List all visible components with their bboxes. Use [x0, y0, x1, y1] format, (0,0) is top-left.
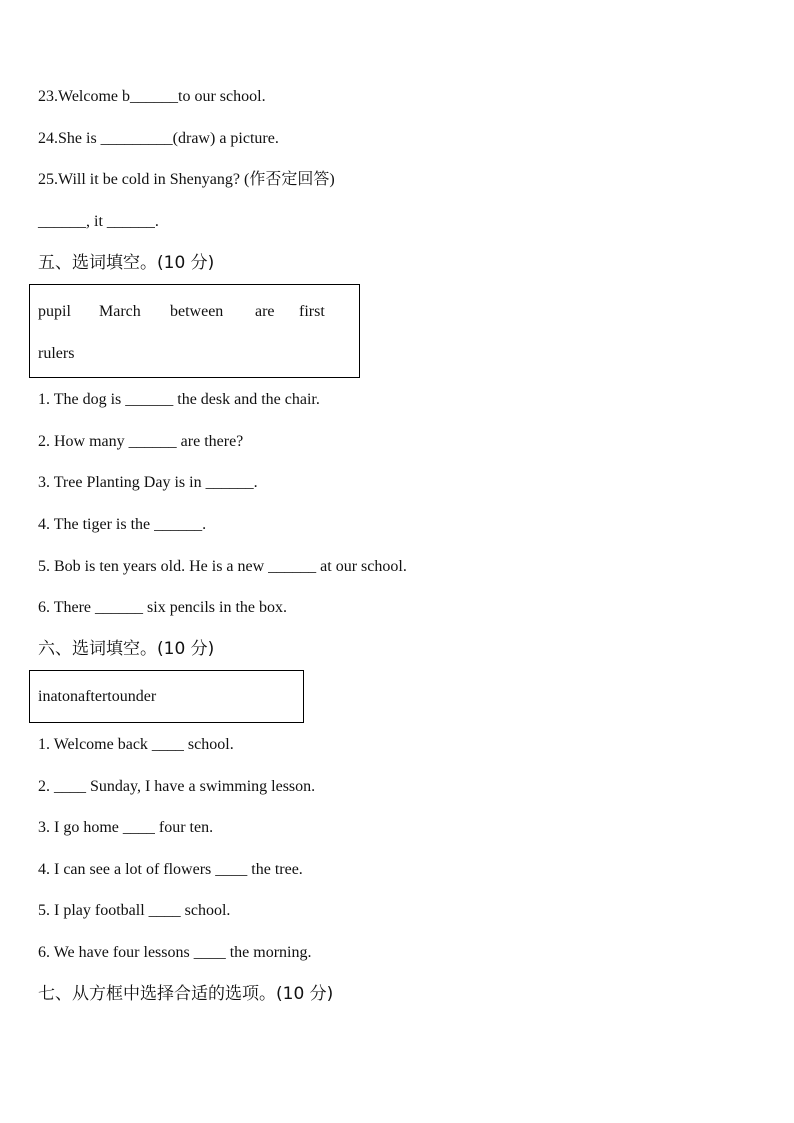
section-6-item-3: 3. I go home ____ four ten. [38, 819, 214, 836]
section-7-heading: 七、从方框中选择合适的选项。(10 分) [38, 984, 334, 1004]
word-bank-text: inatonaftertounder [38, 688, 157, 705]
section-6-item-4: 4. I can see a lot of flowers ____ the tree. [38, 861, 303, 878]
word-bank-item: rulers [38, 345, 75, 362]
question-24: 24.She is _________(draw) a picture. [38, 130, 279, 147]
section-6-item-2: 2. ____ Sunday, I have a swimming lesson. [38, 778, 316, 795]
section-5-item-3: 3. Tree Planting Day is in ______. [38, 474, 258, 491]
word-bank-item: are [255, 303, 275, 320]
section-6-word-bank [29, 670, 304, 723]
question-25-answer-line: ______, it ______. [38, 213, 159, 230]
section-5-heading: 五、选词填空。(10 分) [38, 253, 215, 273]
section-6-heading: 六、选词填空。(10 分) [38, 639, 215, 659]
section-5-item-5: 5. Bob is ten years old. He is a new ______ at our school. [38, 558, 407, 575]
section-5-item-1: 1. The dog is ______ the desk and the chair. [38, 391, 320, 408]
section-6-item-5: 5. I play football ____ school. [38, 902, 231, 919]
section-6-item-6: 6. We have four lessons ____ the morning. [38, 944, 312, 961]
word-bank-item: pupil [38, 303, 71, 320]
section-5-item-6: 6. There ______ six pencils in the box. [38, 599, 287, 616]
word-bank-item: between [170, 303, 224, 320]
word-bank-item: first [299, 303, 325, 320]
word-bank-item: March [99, 303, 141, 320]
question-23: 23.Welcome b______to our school. [38, 88, 266, 105]
section-6-item-1: 1. Welcome back ____ school. [38, 736, 234, 753]
section-5-word-bank [29, 284, 360, 378]
section-5-item-2: 2. How many ______ are there? [38, 433, 244, 450]
section-5-item-4: 4. The tiger is the ______. [38, 516, 207, 533]
question-25: 25.Will it be cold in Shenyang? (作否定回答) [38, 171, 335, 188]
